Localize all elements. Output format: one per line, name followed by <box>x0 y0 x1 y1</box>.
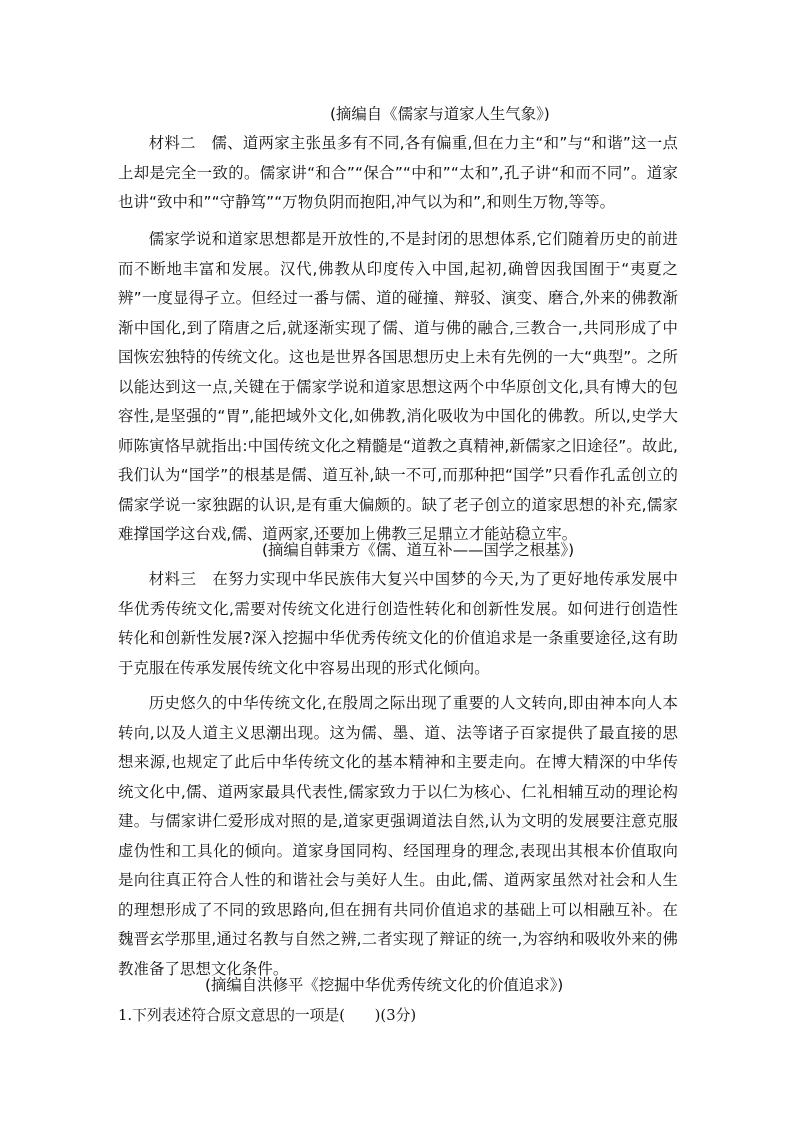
material-3-paragraph-2: 历史悠久的中华传统文化,在殷周之际出现了重要的人文转向,即由神本向人本转向,以及人道主义思潮出现。这为儒、墨、道、法等诸子百家提供了最直接的思想来源,也规定了此后中华传统文化的基本精神和主要走向。在博大精深的中华传统文化中,儒、道两家最具代表性,儒家致力于以仁为核心、仁礼相辅互动的理论构建。与儒家讲仁爱形成对照的是,道家更强调道法自然,认为文明的发展要注意克服虚伪性和工具化的倾向。道家身国同构、经国理身的理念,表现出其根本价值取向是向往真正符合人性的和谐社会与美好人生。由此,儒、道两家虽然对社会和人生的理想形成了不同的致思路向,但在拥有共同价值追求的基础上可以相融互补。在魏晋玄学那里,通过名教与自然之辨,二者实现了辩证的统一,为容纳和吸收外来的佛教准备了思想文化条件。 <box>118 694 678 978</box>
question-1: 1.下列表述符合原文意思的一项是( )(3分) <box>118 1007 417 1024</box>
material-2-paragraph-1: 材料二 儒、道两家主张虽多有不同,各有偏重,但在力主“和”与“和谐”这一点上却是完全一致的。儒家讲“和合”“保合”“中和”“太和”,孔子讲“和而不同”。道家也讲“致中和”“守静笃”“万物负阴而抱阳,冲气以为和”,和则生万物,等等。 <box>118 134 678 211</box>
source-citation-1: (摘编自《儒家与道家人生气象》) <box>330 105 550 123</box>
material-2-paragraph-2: 儒家学说和道家思想都是开放性的,不是封闭的思想体系,它们随着历史的前进而不断地丰富和发展。汉代,佛教从印度传入中国,起初,确曾因我国囿于“夷夏之辨”一度显得孑立。但经过一番与儒、道的碰撞、辩驳、演变、磨合,外来的佛教渐渐中国化,到了隋唐之后,就逐渐实现了儒、道与佛的融合,三教合一,共同形成了中国恢宏独特的传统文化。这也是世界各国思想历史上未有先例的一大“典型”。之所以能达到这一点,关键在于儒家学说和道家思想这两个中华原创文化,具有博大的包容性,是坚强的“胃”,能把域外文化,如佛教,消化吸收为中国化的佛教。所以,史学大师陈寅恪早就指出:中国传统文化之精髓是“道教之真精神,新儒家之旧途径”。故此,我们认为“国学”的根基是儒、道互补,缺一不可,而那种把“国学”只看作孔孟创立的儒家学说一家独踞的认识,是有重大偏颇的。缺了老子创立的道家思想的补充,儒家难撑国学这台戏,儒、道两家,还要加上佛教三足鼎立才能站稳立牢。 <box>118 230 678 543</box>
material-3-paragraph-1: 材料三 在努力实现中华民族伟大复兴中国梦的今天,为了更好地传承发展中华优秀传统文化,需要对传统文化进行创造性转化和创新性发展。如何进行创造性转化和创新性发展?深入挖掘中华优秀传统文化的价值追求是一条重要途径,这有助于克服在传承发展传统文化中容易出现的形式化倾向。 <box>118 570 678 677</box>
source-citation-3: (摘编自洪修平《挖掘中华优秀传统文化的价值追求》) <box>205 976 564 994</box>
source-citation-2: (摘编自韩秉方《儒、道互补——国学之根基》) <box>262 541 575 559</box>
